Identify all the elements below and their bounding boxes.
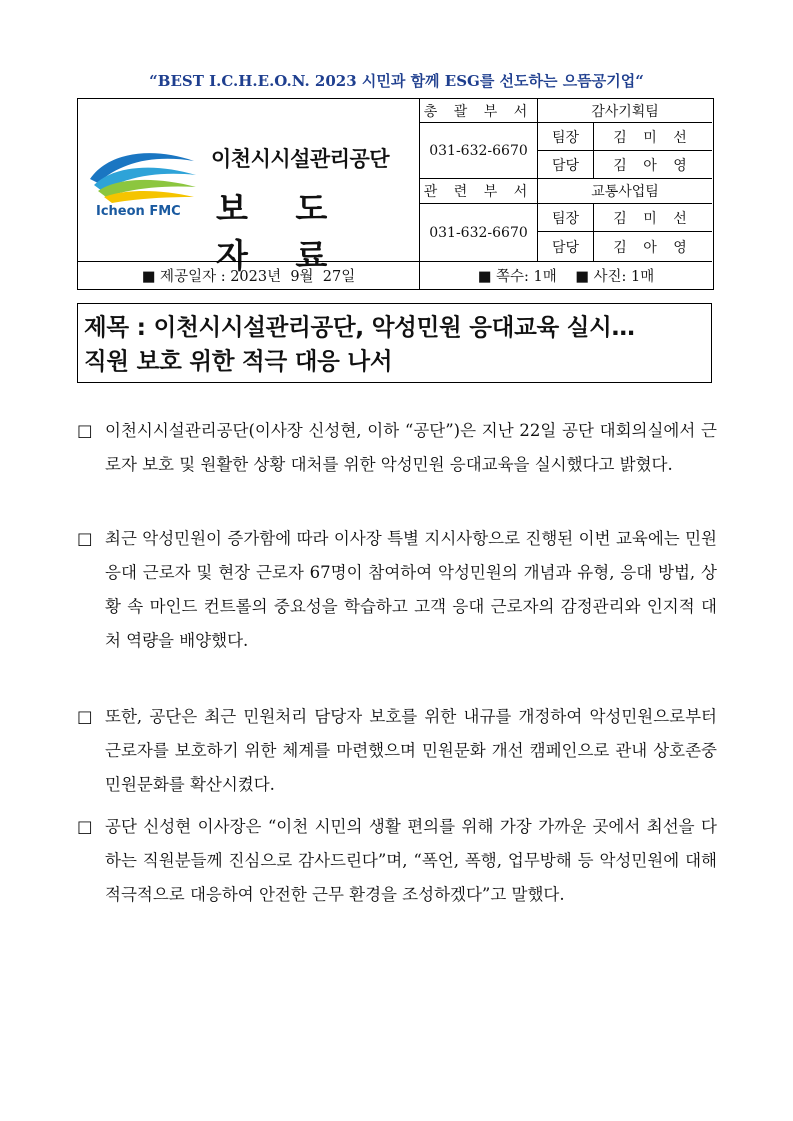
- paragraph-4: [77, 810, 717, 912]
- checkbox-bullet-icon: □: [77, 707, 93, 726]
- headline-line-2: 직원 보호 위한 적극 대응 나서: [84, 347, 393, 375]
- icheon-fmc-logo: [84, 139, 200, 219]
- paragraph-3: [77, 700, 717, 802]
- org-block: [78, 99, 420, 275]
- dept-main-staff-name: 김 아 영: [613, 158, 693, 174]
- header-footer-row: [78, 261, 712, 289]
- svg-text:Icheon FMC: Icheon FMC: [96, 204, 181, 219]
- checkbox-bullet-icon: □: [77, 817, 93, 836]
- dept-main-lead-name: 김 미 선: [594, 123, 712, 151]
- dept-main-name: 감사기획팀: [591, 103, 659, 120]
- dept-rel-label: 관 련 부 서: [420, 179, 538, 203]
- dept-main-phone: 031-632-6670: [420, 123, 538, 178]
- dept-rel-lead-role: 팀장: [538, 204, 594, 232]
- dept-rel-staff-role: 담당: [538, 232, 594, 261]
- dept-rel-name: 교통사업팀: [591, 184, 659, 200]
- provide-date: ■ 제공일자 : 2023년 9월 27일: [78, 262, 420, 289]
- press-header-table: [77, 98, 714, 290]
- paragraph-4-text: 공단 신성현 이사장은 “이천 시민의 생활 편의를 위해 가장 가까운 곳에서 최선을 다하는 직원분들께 진심으로 감사드린다”며, “폭언, 폭행, 업무방해 등 악성민원에 대해 적극적으로 대응하여 안전한 근무 환경을 조성하겠다”고 말했다.: [105, 817, 717, 904]
- paragraph-3-text: 또한, 공단은 최근 민원처리 담당자 보호를 위한 내규를 개정하여 악성민원으로부터 근로자를 보호하기 위한 체계를 마련했으며 민원문화 개선 캠페인으로 관내 상호존중 민원문화를 확산시켰다.: [105, 707, 717, 794]
- dept-rel-lead-name: 김 미 선: [594, 204, 712, 232]
- headline-box: [77, 303, 712, 383]
- checkbox-bullet-icon: □: [77, 529, 93, 548]
- dept-main-label: 총 괄 부 서: [420, 99, 538, 122]
- dept-rel-phone: 031-632-6670: [420, 204, 538, 261]
- paragraph-2: [77, 522, 717, 658]
- paragraph-2-text: 최근 악성민원이 증가함에 따라 이사장 특별 지시사항으로 진행된 이번 교육에는 민원 응대 근로자 및 현장 근로자 67명이 참여하여 악성민원의 개념과 유형, 응대 방법, 상황 속 마인드 컨트롤의 중요성을 학습하고 고객 응대 근로자의 감정관리와 인지적 대처 역량을 배양했다.: [105, 529, 717, 650]
- paragraph-1: [77, 414, 717, 482]
- slogan: “BEST I.C.H.E.O.N. 2023 시민과 함께 ESG를 선도하는 으뜸공기업“: [149, 72, 644, 90]
- org-name: 이천시시설관리공단: [211, 147, 390, 171]
- headline-line-1: 제목 : 이천시시설관리공단, 악성민원 응대교육 실시…: [84, 313, 635, 341]
- dept-rel-staff-name: 김 아 영: [613, 239, 693, 256]
- dept-main-lead-role: 팀장: [538, 123, 594, 151]
- page-photo-count: ■ 쪽수: 1매 ■ 사진: 1매: [477, 269, 655, 285]
- contact-block: [420, 99, 712, 261]
- dept-main-staff-role: 담당: [538, 151, 594, 179]
- paragraph-1-text: 이천시시설관리공단(이사장 신성현, 이하 “공단”)은 지난 22일 공단 대회의실에서 근로자 보호 및 원활한 상황 대처를 위한 악성민원 응대교육을 실시했다고 밝혔다.: [105, 421, 717, 474]
- checkbox-bullet-icon: □: [77, 421, 93, 440]
- document-type: 보 도 자 료: [216, 189, 346, 275]
